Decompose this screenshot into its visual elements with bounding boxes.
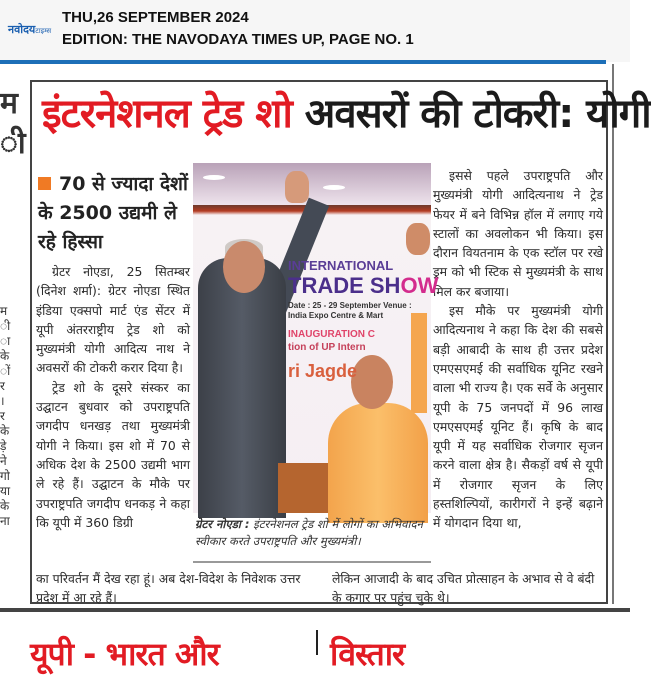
person-right [328, 403, 428, 523]
right-column [433, 166, 603, 533]
left-column [36, 262, 190, 532]
banner-text: ri Jagde [288, 361, 358, 381]
next-headline-left: यूपी - भारत और [30, 635, 219, 673]
banner-text: OW [400, 273, 439, 298]
logo-text: नवोदय [8, 23, 36, 36]
right-column-continued: लेकिन आजादी के बाद उचित प्रोत्साहन के अभाव से वे बंदी के कगार पर पहुंच चुके थे। [332, 571, 595, 606]
edition-date: THU,26 SEPTEMBER 2024 [62, 9, 249, 26]
adjacent-column-fragment: म ी म ी ा के ों र । र के ड़े ने गो या के ना [0, 86, 26, 528]
left-column-continued: का परिवर्तन मैं देख रहा हूं। अब देश-विदेश के निवेशक उत्तर प्रदेश में आ रहे हैं। [36, 571, 301, 606]
person-left [198, 258, 286, 518]
caption-place: ग्रेटर नोएडा : [195, 517, 250, 531]
subhead-text: 70 से ज्यादा देशों के 2500 उद्यमी ले रहे हिस्सा [38, 173, 188, 253]
page-header [0, 0, 630, 62]
banner-text: Date : 25 - 29 September Venue : India Expo Centre & Mart [288, 301, 412, 320]
banner-text: INTERNATIONAL [288, 258, 394, 273]
banner-text: INAUGURATION C [288, 329, 376, 340]
paragraph: ट्रेड शो के दूसरे संस्कर का उद्घाटन बुधवार को उपराष्ट्रपति जगदीप धनखड़ तथा मुख्यमंत्री योगी ने किया। इस शो में 70 से अधिक देश के 2500 उद्यमी भाग ले रहे हैं। उद्घाटन के मौके पर उपराष्ट्रपति जगदीप धनकड़ ने कहा कि यूपी में 360 डिग्री [36, 379, 190, 530]
banner-text: tion of UP Intern [288, 342, 366, 353]
adjacent-text: म ी ा के ों र । र के ड़े ने गो या के ना [0, 304, 11, 528]
article-photo [193, 163, 439, 513]
bullet-square-icon [38, 177, 51, 190]
headline-red: इंटरनेशनल ट्रेड शो [42, 91, 292, 137]
column-rule [612, 64, 614, 604]
next-article-headline-right [330, 632, 404, 675]
paragraph: ग्रेटर नोएडा, 25 सितम्बर (दिनेश शर्मा): ग्रेटर नोएडा स्थित इंडिया एक्सपो मार्ट एंड सेंटर में यूपी अंतरराष्ट्रीय ट्रेड शो को मुख्यमंत्री योगी आदित्य नाथ ने अवसरों की टोकरी करार दिया है। [36, 264, 190, 376]
headline-black: अवसरों की टोकरी: योगी [304, 91, 651, 137]
paragraph: इससे पहले उपराष्ट्रपति और मुख्यमंत्री योगी आदित्यनाथ ने ट्रेड फेयर में बने विभिन्न हॉल में लगाए गये स्टालों का अवलोकन भी किया। इस दौरान वियतनाम के एक स्टॉल पर रखे ड्रम को भी स्टिक से मुख्यमंत्री के साथ मिल कर बजाया। [433, 168, 603, 299]
article-bottom-rule [0, 608, 630, 612]
logo-subtext: टाइम्स [35, 27, 52, 35]
article-headline [42, 84, 651, 139]
caption-divider [193, 561, 431, 563]
newspaper-logo [8, 22, 51, 37]
paragraph: इस मौके पर मुख्यमंत्री योगी आदित्यनाथ ने कहा कि देश की सबसे बड़ी आबादी के साथ ही उत्तर प्रदेश एमएसएमई की सर्वाधिक यूनिट रखने वाला भी राज्य है। एक सर्वे के अनुसार यूपी के 75 जनपदों में 96 लाख एमएसएमई यूनिट हैं। कृषि के बाद यूपी में यह सर्वाधिक रोजगार सृजन करने वाला क्षेत्र है। सैकड़ों वर्ष से यूपी में रोजगार सृजन के लिए हस्तशिल्पियों, कारीगरों ने इन्हें बढ़ाने में योगदान दिया था, [433, 303, 603, 531]
caption-text: इंटरनेशनल ट्रेड शो में लोगों का अभिवादन स्वीकार करते उपराष्ट्रपति और मुख्यमंत्री। [195, 517, 423, 548]
photo-banner [288, 258, 438, 382]
photo-caption [195, 516, 435, 550]
banner-text: TRADE SH [288, 273, 401, 298]
column-separator [316, 630, 318, 655]
article-subhead [38, 170, 190, 257]
header-divider [0, 60, 606, 64]
next-headline-right: विस्तार [330, 635, 405, 673]
next-article-headline [30, 632, 219, 675]
edition-info: EDITION: THE NAVODAYA TIMES UP, PAGE NO. 1 [62, 31, 414, 48]
